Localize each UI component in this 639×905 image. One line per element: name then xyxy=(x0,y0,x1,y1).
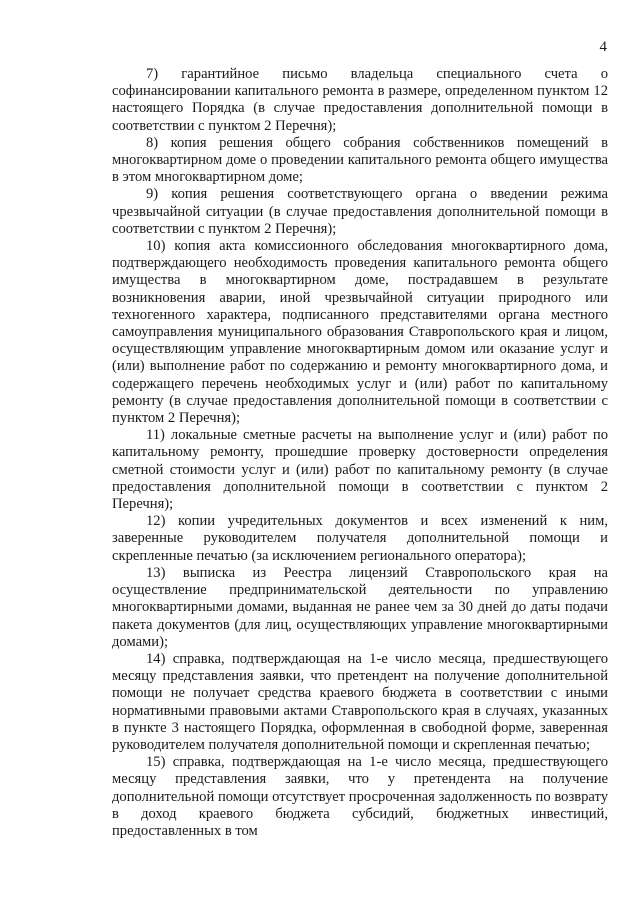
list-item-10: 10) копия акта комиссионного обследования многоквартирного дома, подтверждающего необходимость проведения капитального ремонта общего имущества в многоквартирном доме, пострадавшем в результате возникновения аварии, иной чрезвычайной ситуации природного или техногенного характера, подписанного представителями органа местного самоуправления муниципального образования Ставропольского края и лицом, осуществляющим управление многоквартирным домом или оказание услуг и (или) выполнение работ по содержанию и ремонту многоквартирного дома, и содержащего перечень необходимых услуг и (или) работ по капитальному ремонту (в случае предоставления дополнительной помощи в соответствии с пунктом 2 Перечня); xyxy=(112,238,608,427)
list-item-15: 15) справка, подтверждающая на 1-е число месяца, предшествующего месяцу представления заявки, что у претендента на получение дополнительной помощи отсутствует просроченная задолженность по возврату в доход краевого бюджета субсидий, бюджетных инвестиций, предоставленных в том xyxy=(112,754,608,839)
list-item-13: 13) выписка из Реестра лицензий Ставропольского края на осуществление предпринимательской деятельности по управлению многоквартирными домами, выданная не ранее чем за 30 дней до даты подачи пакета документов (для лиц, осуществляющих управление многоквартирными домами); xyxy=(112,564,608,650)
list-item-11: 11) локальные сметные расчеты на выполнение услуг и (или) работ по капитальному ремонту, прошедшие проверку достоверности определения сметной стоимости услуг и (или) работ по капитальному ремонту (в случае предоставления дополнительной помощи в соответствии с пунктом 2 Перечня); xyxy=(112,427,608,513)
list-item-7: 7) гарантийное письмо владельца специального счета о софинансировании капитального ремонта в размере, определенном пунктом 12 настоящего Порядка (в случае предоставления дополнительной помощи в соответствии с пунктом 2 Перечня); xyxy=(112,66,608,134)
list-item-14: 14) справка, подтверждающая на 1-е число месяца, предшествующего месяцу представления заявки, что претендент на получение дополнительной помощи не получает средства краевого бюджета в соответствии с иными нормативными правовыми актами Ставропольского края в случаях, указанных в пункте 3 настоящего Порядка, оформленная в свободной форме, заверенная руководителем получателя дополнительной помощи и скрепленная печатью; xyxy=(112,650,608,753)
document-body xyxy=(112,66,608,840)
list-item-12: 12) копии учредительных документов и всех изменений к ним, заверенные руководителем получателя дополнительной помощи и скрепленные печатью (за исключением регионального оператора); xyxy=(112,513,608,564)
list-item-8: 8) копия решения общего собрания собственников помещений в многоквартирном доме о проведении капитального ремонта общего имущества в этом многоквартирном доме; xyxy=(112,134,608,186)
list-item-9: 9) копия решения соответствующего органа о введении режима чрезвычайной ситуации (в случае предоставления дополнительной помощи в соответствии с пунктом 2 Перечня); xyxy=(112,186,608,237)
page-number: 4 xyxy=(599,39,607,55)
